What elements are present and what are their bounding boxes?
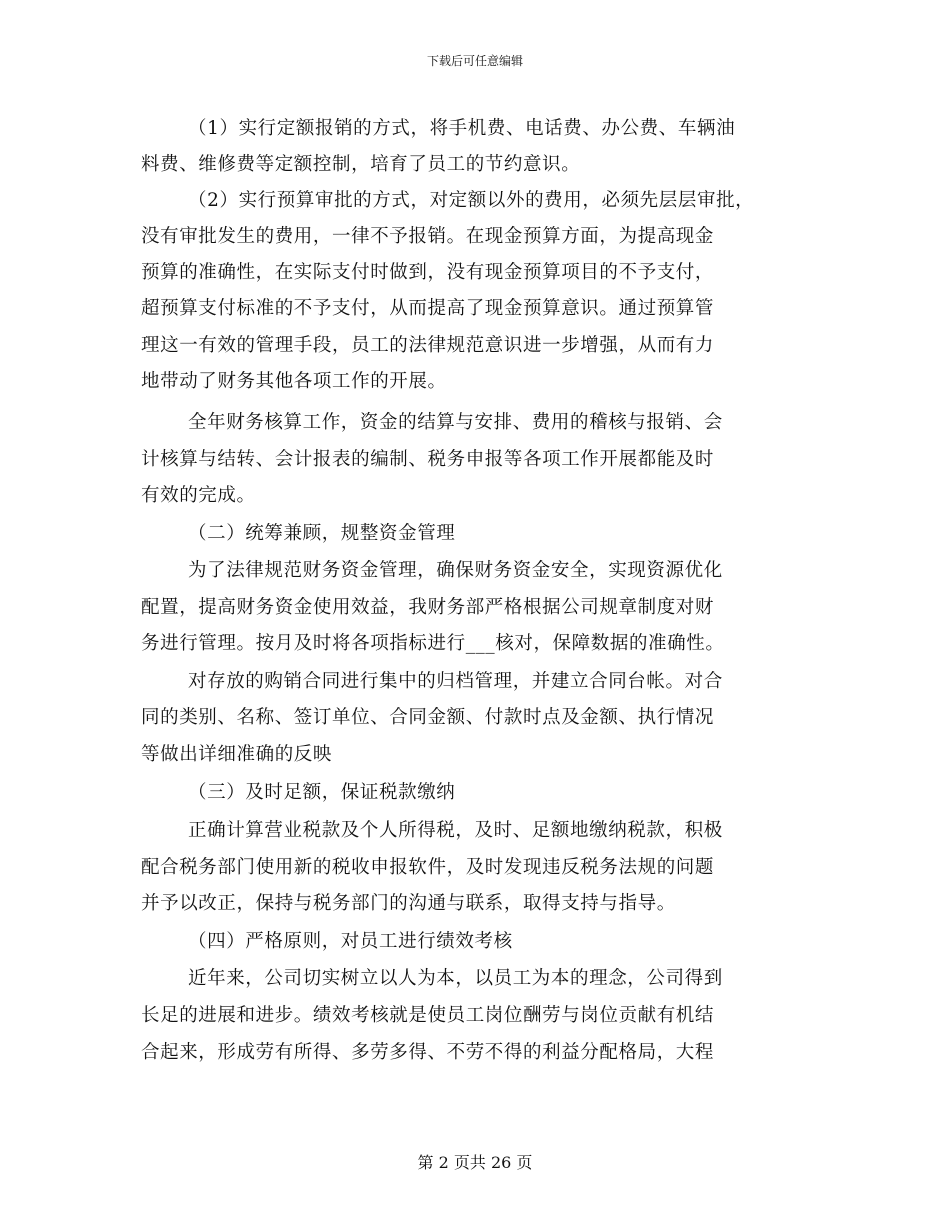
text-line: 配置，提高财务资金使用效益，我财务部严格根据公司规章制度对财: [141, 597, 715, 618]
text-line: 等做出详细准确的反映: [141, 744, 333, 765]
text-line: 超预算支付标准的不予支付，从而提高了现金预算意识。通过预算管: [141, 298, 715, 319]
page-footer: 第 2 页共 26 页: [417, 1153, 533, 1172]
text-line: 长足的进展和进步。绩效考核就是使员工岗位酬劳与岗位贡献有机结: [141, 1005, 715, 1026]
text-line: 为了法律规范财务资金管理，确保财务资金安全，实现资源优化: [188, 560, 723, 581]
text-line: 同的类别、名称、签订单位、合同金额、付款时点及金额、执行情况: [141, 707, 715, 728]
text-line: 近年来，公司切实树立以人为本，以员工为本的理念，公司得到: [188, 968, 723, 989]
text-line: 务进行管理。按月及时将各项指标进行___核对，保障数据的准确性。: [141, 633, 725, 654]
text-line: 计核算与结转、会计报表的编制、税务申报等各项工作开展都能及时: [141, 449, 715, 470]
text-line: （1）实行定额报销的方式，将手机费、电话费、办公费、车辆油: [188, 118, 736, 139]
section-heading: （二）统筹兼顾，规整资金管理: [188, 523, 456, 544]
text-line: 理这一有效的管理手段，员工的法律规范意识进一步增强，从而有力: [141, 335, 715, 356]
section-heading: （四）严格原则，对员工进行绩效考核: [188, 931, 513, 952]
text-line: 有效的完成。: [141, 485, 256, 506]
text-line: 全年财务核算工作，资金的结算与安排、费用的稽核与报销、会: [188, 412, 723, 433]
text-line: 料费、维修费等定额控制，培育了员工的节约意识。: [141, 154, 581, 175]
text-line: 合起来，形成劳有所得、多劳多得、不劳不得的利益分配格局，大程: [141, 1042, 715, 1063]
section-heading: （三）及时足额，保证税款缴纳: [188, 782, 456, 803]
text-line: 预算的准确性，在实际支付时做到，没有现金预算项目的不予支付，: [141, 262, 715, 283]
text-line: 配合税务部门使用新的税收申报软件，及时发现违反税务法规的问题: [141, 857, 715, 878]
text-line: 没有审批发生的费用，一律不予报销。在现金预算方面，为提高现金: [141, 226, 715, 247]
text-line: 对存放的购销合同进行集中的归档管理，并建立合同台帐。对合: [188, 671, 723, 692]
text-line: 正确计算营业税款及个人所得税，及时、足额地缴纳税款，积极: [188, 820, 723, 841]
text-line: 地带动了财务其他各项工作的开展。: [141, 371, 447, 392]
text-line: 并予以改正，保持与税务部门的沟通与联系，取得支持与指导。: [141, 893, 676, 914]
text-line: （2）实行预算审批的方式，对定额以外的费用，必须先层层审批，: [188, 190, 755, 211]
page-header: 下载后可任意编辑: [426, 54, 523, 68]
